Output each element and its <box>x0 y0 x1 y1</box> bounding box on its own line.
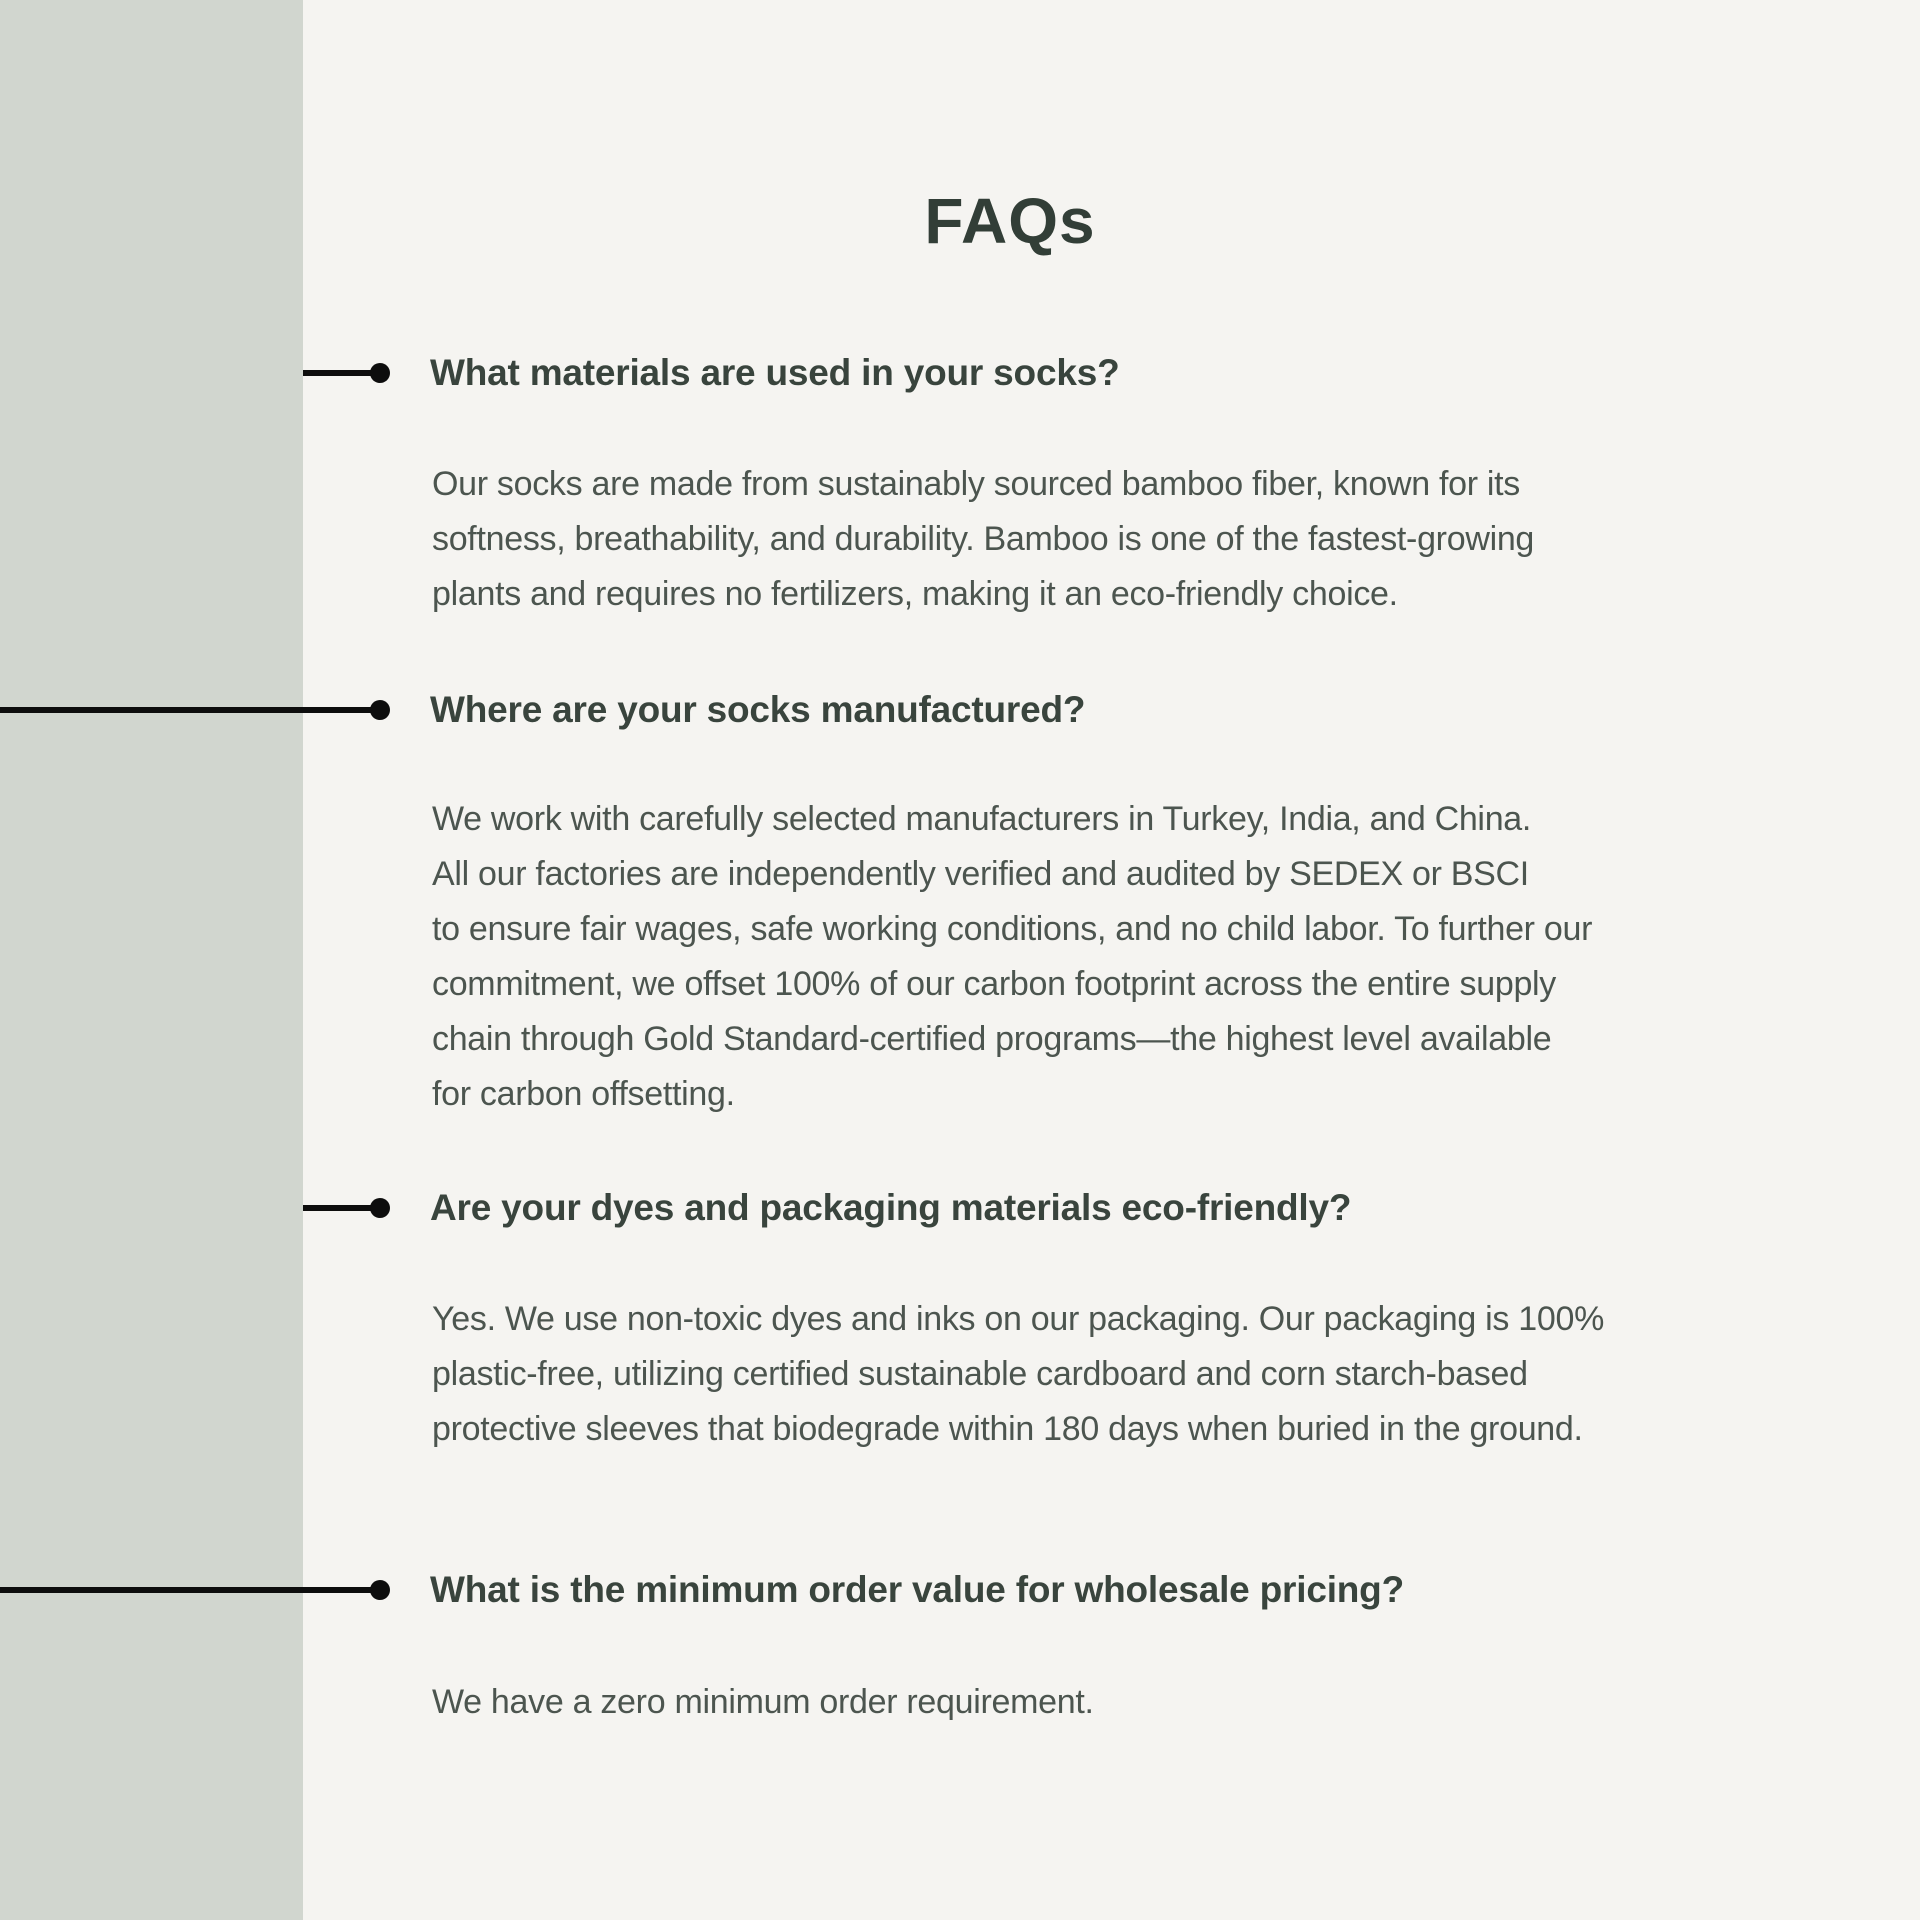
faq-answer-2-line: for carbon offsetting. <box>432 1075 735 1113</box>
connector-line <box>0 707 383 713</box>
connector-dot <box>370 363 390 383</box>
faq-question-4: What is the minimum order value for wholesale pricing? <box>430 1569 1404 1610</box>
page-title: FAQs <box>924 184 1096 257</box>
faq-answer-1-line: plants and requires no fertilizers, making it an eco-friendly choice. <box>432 575 1398 613</box>
connector-line <box>0 1587 383 1593</box>
faq-answer-2-line: We work with carefully selected manufacturers in Turkey, India, and China. <box>432 800 1532 838</box>
faq-answer-3-line: protective sleeves that biodegrade within 180 days when buried in the ground. <box>432 1410 1583 1448</box>
faq-answer-1-line: Our socks are made from sustainably sourced bamboo fiber, known for its <box>432 465 1520 503</box>
faq-answer-2 <box>432 792 1592 1122</box>
faq-answer-2-line: commitment, we offset 100% of our carbon footprint across the entire supply <box>432 965 1557 1003</box>
faq-question-3: Are your dyes and packaging materials eco-friendly? <box>430 1187 1352 1228</box>
faq-answer-4 <box>432 1675 1094 1730</box>
faq-answer-2-line: to ensure fair wages, safe working conditions, and no child labor. To further our <box>432 910 1593 948</box>
faq-answer-3-line: Yes. We use non-toxic dyes and inks on our packaging. Our packaging is 100% <box>432 1300 1604 1338</box>
faq-answer-1 <box>432 457 1534 622</box>
faq-answer-2-line: chain through Gold Standard-certified programs—the highest level available <box>432 1020 1552 1058</box>
faq-question-1: What materials are used in your socks? <box>430 352 1120 393</box>
left-sidebar-band <box>0 0 303 1920</box>
connector-dot <box>370 700 390 720</box>
faq-answer-1-line: softness, breathability, and durability. Bamboo is one of the fastest-growing <box>432 520 1535 558</box>
faq-answer-3-line: plastic-free, utilizing certified sustainable cardboard and corn starch-based <box>432 1355 1528 1393</box>
faq-answer-4-line: We have a zero minimum order requirement. <box>432 1683 1094 1721</box>
connector-dot <box>370 1198 390 1218</box>
faq-answer-2-line: All our factories are independently verified and audited by SEDEX or BSCI <box>432 855 1529 893</box>
faq-question-2: Where are your socks manufactured? <box>430 689 1086 730</box>
faq-answer-3 <box>432 1292 1604 1457</box>
connector-dot <box>370 1580 390 1600</box>
